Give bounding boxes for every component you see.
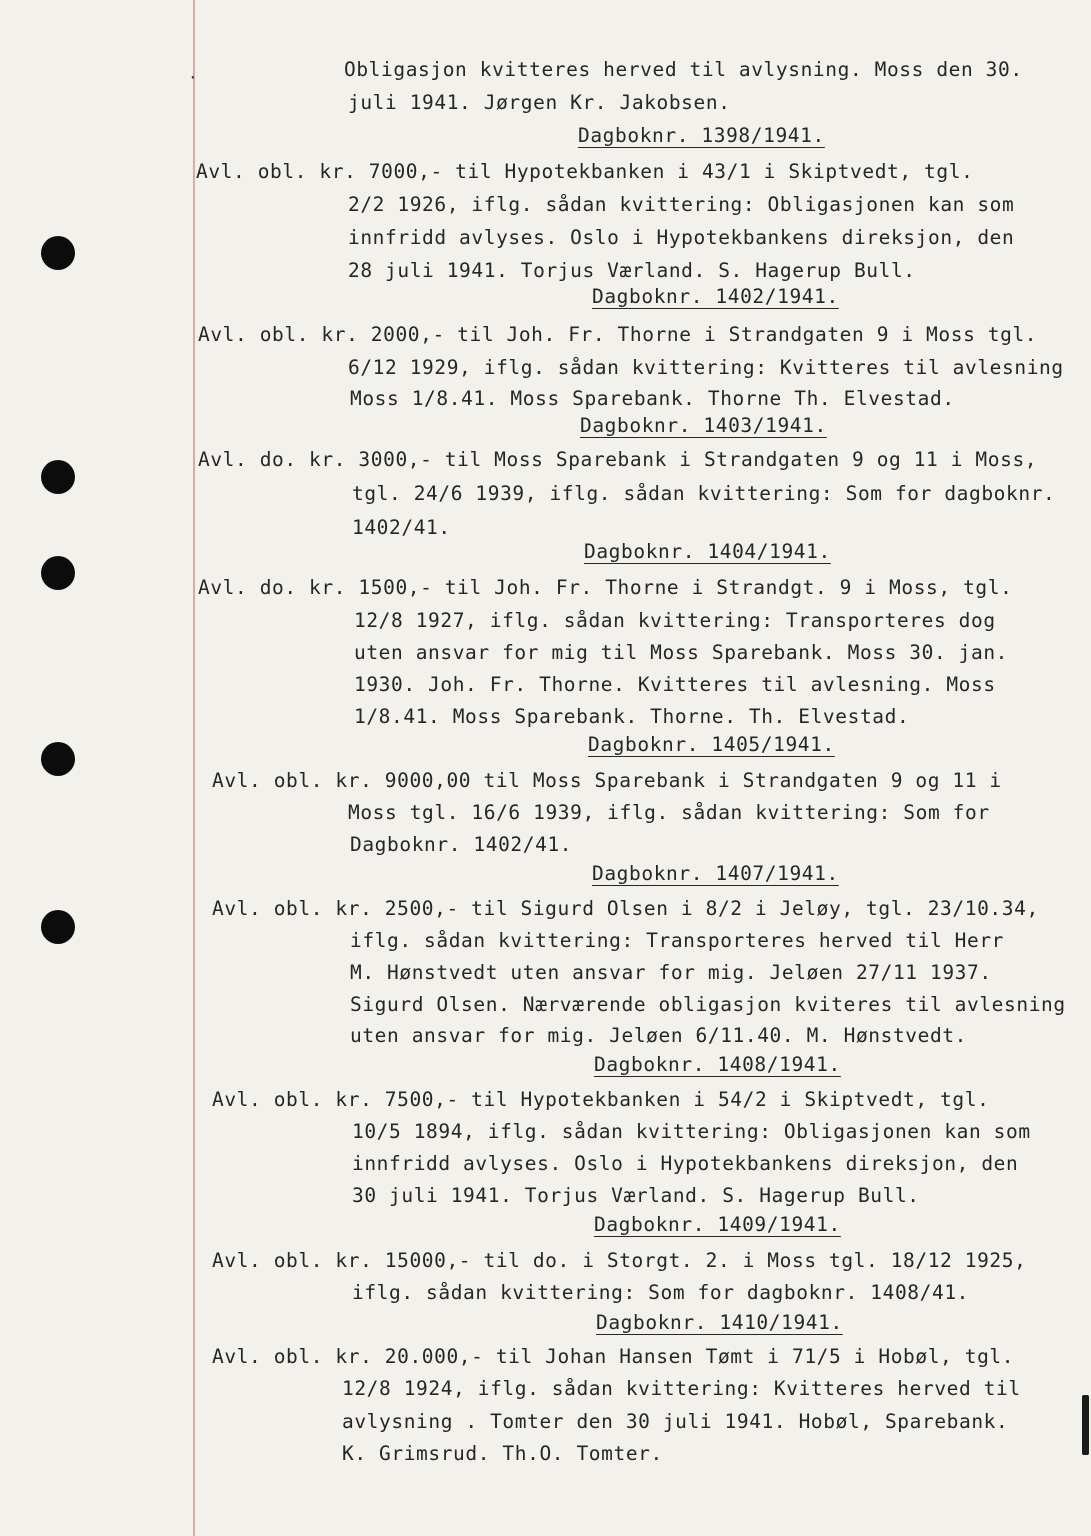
entry-heading: Dagboknr. 1409/1941. bbox=[594, 1213, 841, 1236]
text-line: 30 juli 1941. Torjus Værland. S. Hagerup Bull. bbox=[352, 1184, 920, 1207]
text-line: juli 1941. Jørgen Kr. Jakobsen. bbox=[348, 91, 731, 114]
text-line: K. Grimsrud. Th.O. Tomter. bbox=[342, 1442, 663, 1465]
text-line: M. Hønstvedt uten ansvar for mig. Jeløen 27/11 1937. bbox=[350, 961, 992, 984]
punch-hole bbox=[41, 460, 75, 494]
text-line: uten ansvar for mig. Jeløen 6/11.40. M. Hønstvedt. bbox=[350, 1024, 967, 1047]
text-line: Avl. obl. kr. 2000,- til Joh. Fr. Thorne i Strandgaten 9 i Moss tgl. bbox=[198, 323, 1038, 346]
punch-hole bbox=[41, 556, 75, 590]
entry-heading: Dagboknr. 1403/1941. bbox=[580, 414, 827, 437]
text-line: Obligasjon kvitteres herved til avlysning. Moss den 30. bbox=[344, 58, 1023, 81]
text-line: Avl. obl. kr. 7000,- til Hypotekbanken i 43/1 i Skiptvedt, tgl. bbox=[196, 160, 974, 183]
text-line: Avl. obl. kr. 9000,00 til Moss Sparebank i Strandgaten 9 og 11 i bbox=[212, 769, 1002, 792]
text-line: tgl. 24/6 1939, iflg. sådan kvittering: Som for dagboknr. bbox=[352, 482, 1056, 505]
entry-heading: Dagboknr. 1408/1941. bbox=[594, 1053, 841, 1076]
text-line: Avl. obl. kr. 15000,- til do. i Storgt. 2. i Moss tgl. 18/12 1925, bbox=[212, 1249, 1027, 1272]
punch-hole bbox=[41, 742, 75, 776]
entry-heading: Dagboknr. 1398/1941. bbox=[578, 124, 825, 147]
text-line: Avl. obl. kr. 2500,- til Sigurd Olsen i 8/2 i Jeløy, tgl. 23/10.34, bbox=[212, 897, 1039, 920]
text-line: iflg. sådan kvittering: Som for dagboknr. 1408/41. bbox=[352, 1281, 969, 1304]
text-line: Avl. do. kr. 1500,- til Joh. Fr. Thorne i Strandgt. 9 i Moss, tgl. bbox=[198, 576, 1013, 599]
text-line: 6/12 1929, iflg. sådan kvittering: Kvitteres til avlesning bbox=[348, 356, 1064, 379]
punch-hole bbox=[41, 236, 75, 270]
text-line: 1930. Joh. Fr. Thorne. Kvitteres til avlesning. Moss bbox=[354, 673, 996, 696]
entry-heading: Dagboknr. 1405/1941. bbox=[588, 733, 835, 756]
text-line: uten ansvar for mig til Moss Sparebank. Moss 30. jan. bbox=[354, 641, 1009, 664]
text-line: Moss 1/8.41. Moss Sparebank. Thorne Th. Elvestad. bbox=[350, 387, 955, 410]
text-line: 12/8 1927, iflg. sådan kvittering: Transporteres dog bbox=[354, 609, 996, 632]
entry-heading: Dagboknr. 1410/1941. bbox=[596, 1311, 843, 1334]
text-line: 12/8 1924, iflg. sådan kvittering: Kvitteres herved til bbox=[342, 1377, 1021, 1400]
entry-heading: Dagboknr. 1407/1941. bbox=[592, 862, 839, 885]
entry-heading: Dagboknr. 1402/1941. bbox=[592, 285, 839, 308]
text-line: 2/2 1926, iflg. sådan kvittering: Obligasjonen kan som bbox=[348, 193, 1015, 216]
punch-hole bbox=[41, 910, 75, 944]
edge-clip bbox=[1082, 1395, 1089, 1455]
text-line: Dagboknr. 1402/41. bbox=[350, 833, 573, 856]
text-line: 28 juli 1941. Torjus Værland. S. Hagerup Bull. bbox=[348, 259, 916, 282]
text-line: 1402/41. bbox=[352, 516, 451, 539]
text-line: Avl. obl. kr. 7500,- til Hypotekbanken i 54/2 i Skiptvedt, tgl. bbox=[212, 1088, 990, 1111]
text-line: avlysning . Tomter den 30 juli 1941. Hobøl, Sparebank. bbox=[342, 1410, 1009, 1433]
margin-tick: · bbox=[188, 68, 198, 87]
text-line: Moss tgl. 16/6 1939, iflg. sådan kvittering: Som for bbox=[348, 801, 990, 824]
text-line: iflg. sådan kvittering: Transporteres herved til Herr bbox=[350, 929, 1005, 952]
entry-heading: Dagboknr. 1404/1941. bbox=[584, 540, 831, 563]
margin-rule bbox=[193, 0, 195, 1536]
text-line: 10/5 1894, iflg. sådan kvittering: Obligasjonen kan som bbox=[352, 1120, 1031, 1143]
text-line: innfridd avlyses. Oslo i Hypotekbankens direksjon, den bbox=[348, 226, 1015, 249]
text-line: innfridd avlyses. Oslo i Hypotekbankens direksjon, den bbox=[352, 1152, 1019, 1175]
text-line: 1/8.41. Moss Sparebank. Thorne. Th. Elvestad. bbox=[354, 705, 910, 728]
text-line: Sigurd Olsen. Nærværende obligasjon kviteres til avlesning bbox=[350, 993, 1066, 1016]
text-line: Avl. do. kr. 3000,- til Moss Sparebank i Strandgaten 9 og 11 i Moss, bbox=[198, 448, 1038, 471]
text-line: Avl. obl. kr. 20.000,- til Johan Hansen Tømt i 71/5 i Hobøl, tgl. bbox=[212, 1345, 1015, 1368]
